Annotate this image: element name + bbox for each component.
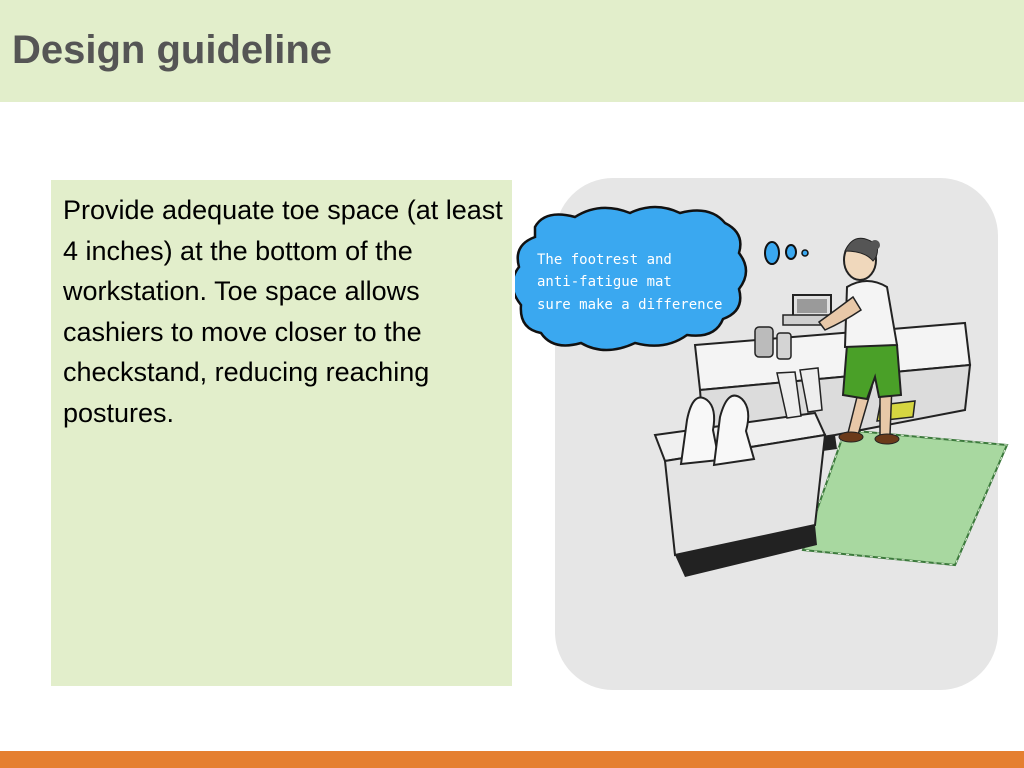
anti-fatigue-mat <box>803 430 1007 565</box>
bubble-line-1: The footrest and <box>537 252 672 268</box>
cashier-illustration <box>515 205 1015 595</box>
bubble-line-3: sure make a difference <box>537 297 723 313</box>
title-band <box>0 0 1024 102</box>
guideline-text: Provide adequate toe space (at least 4 inches) at the bottom of the workstation. Toe space allows cashiers to move closer to the checkstand, reducing reaching postures. <box>63 195 503 428</box>
footer-accent-bar <box>0 751 1024 768</box>
slide-title: Design guideline <box>12 28 333 72</box>
text-panel <box>51 180 512 686</box>
thought-bubble-icon <box>515 207 746 350</box>
thought-bubble-trail-icon <box>765 242 808 264</box>
bubble-line-2: anti-fatigue mat <box>537 274 672 290</box>
